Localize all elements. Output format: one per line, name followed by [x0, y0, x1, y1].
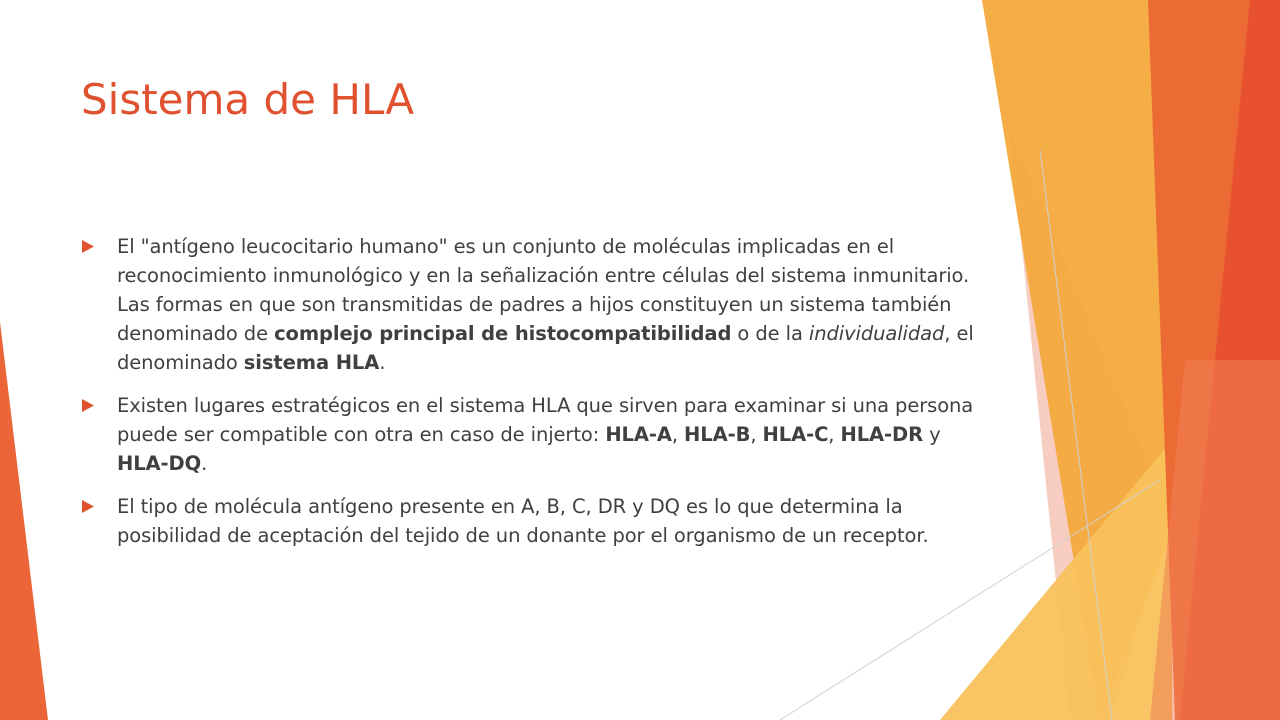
triangle-right-icon: [82, 399, 94, 412]
bullet-item: [82, 391, 982, 478]
triangle-right-icon: [82, 240, 94, 253]
bullet-text: El "antígeno leucocitario humano" es un conjunto de moléculas implicadas en el reconocimiento inmunológico y en la señalización entre células del sistema inmunitario. Las formas en que son transmitidas de padres a hijos constituyen un sistema también denominado de complejo principal de histocompatibilidad o de la individualidad, el denominado sistema HLA.: [117, 235, 974, 374]
bullet-item: [82, 492, 982, 550]
bullet-text: Existen lugares estratégicos en el sistema HLA que sirven para examinar si una persona puede ser compatible con otra en caso de injerto: HLA-A, HLA-B, HLA-C, HLA-DR y HLA-DQ.: [117, 394, 974, 475]
bullet-item: [82, 232, 982, 377]
triangle-right-icon: [82, 500, 94, 513]
bullet-list: [82, 232, 982, 564]
slide-title: Sistema de HLA: [81, 75, 415, 124]
bullet-text: El tipo de molécula antígeno presente en A, B, C, DR y DQ es lo que determina la posibilidad de aceptación del tejido de un donante por el organismo de un receptor.: [117, 495, 929, 547]
left-edge-triangle: [0, 322, 48, 720]
